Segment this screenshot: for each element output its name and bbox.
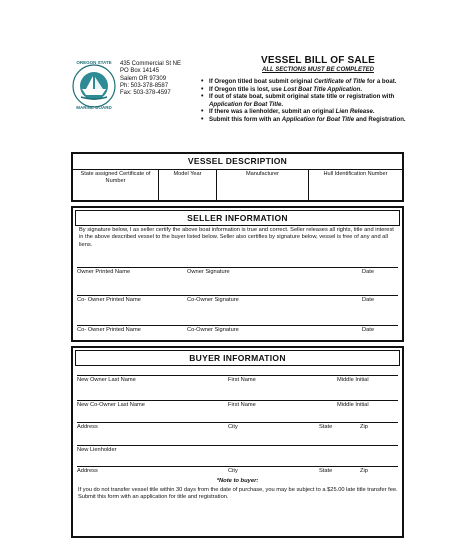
- instruction-item: • If Oregon title is lost, use Lost Boat Title Application.: [200, 86, 420, 94]
- signature-line[interactable]: [77, 267, 398, 268]
- document-title: VESSEL BILL OF SALE: [260, 55, 375, 66]
- buyer-information-heading: BUYER INFORMATION: [75, 350, 400, 366]
- vessel-field-manufacturer[interactable]: Manufacturer: [217, 169, 309, 200]
- address-line: Salem OR 97309: [120, 75, 167, 82]
- vessel-field-model-year[interactable]: Model Year: [159, 169, 217, 200]
- lienholder-state-label: State: [319, 468, 333, 474]
- instruction-item: • Submit this form with an Application for Boat Title and Registration.: [200, 116, 420, 124]
- instructions-list: [200, 78, 420, 124]
- vessel-field-hull-id[interactable]: Hull Identification Number: [323, 171, 388, 177]
- co-owner-date-label-2: Date: [362, 327, 375, 333]
- input-line[interactable]: [77, 400, 398, 401]
- seller-information-heading: SELLER INFORMATION: [75, 210, 400, 226]
- new-lienholder-label: New Lienholder: [77, 447, 117, 453]
- new-owner-middle-initial-label: Middle Initial: [337, 377, 369, 383]
- vessel-field-certificate-number[interactable]: State assigned Certificate of Number: [73, 169, 159, 200]
- co-owner-signature-label-2: Co-Owner Signature: [187, 327, 239, 333]
- buyer-information-section: [71, 346, 404, 538]
- lienholder-city-label: City: [228, 468, 238, 474]
- co-owner-printed-name-label: Co- Owner Printed Name: [77, 297, 141, 303]
- input-line[interactable]: [77, 422, 398, 423]
- city-label: City: [228, 424, 238, 430]
- state-label: State: [319, 424, 333, 430]
- co-owner-date-label: Date: [362, 297, 375, 303]
- new-owner-first-name-label: First Name: [228, 377, 256, 383]
- signature-line[interactable]: [77, 325, 398, 326]
- buyer-note-text: If you do not transfer vessel title within 30 days from the date of purchase, you may be subject to a $25.00 late title transfer fee. Submit this form with an application for title and registration.: [78, 487, 398, 500]
- address-line: Fax: 503-378-4597: [120, 90, 171, 97]
- seller-certification-text: By signature below, I as seller certify the above boat information is true and correct. Seller releases all rights, title and interest in the above described vessel to the buyer listed below. Seller also certifies by signature below, vessel is free of any and all liens.: [79, 227, 394, 248]
- vessel-description-section: [71, 152, 404, 202]
- address-line: 435 Commercial St NE: [120, 61, 182, 67]
- vessel-description-heading: VESSEL DESCRIPTION: [73, 154, 402, 170]
- logo-bottom-text: MARINE BOARD: [76, 105, 112, 110]
- new-owner-last-name-label: New Owner Last Name: [77, 377, 136, 383]
- input-line[interactable]: [77, 466, 398, 467]
- new-co-owner-middle-initial-label: Middle Initial: [337, 402, 369, 408]
- address-label: Address: [77, 424, 98, 430]
- address-line: Ph: 503-378-8587: [120, 82, 169, 89]
- logo-top-text: OREGON STATE: [76, 60, 112, 65]
- new-co-owner-first-name-label: First Name: [228, 402, 256, 408]
- new-co-owner-last-name-label: New Co-Owner Last Name: [77, 402, 145, 408]
- instruction-item: • If Oregon titled boat submit original Certificate of Title for a boat.: [200, 78, 420, 86]
- lienholder-address-label: Address: [77, 468, 98, 474]
- instruction-item: • If out of state boat, submit original state title or registration with Application for Boat Title.: [200, 93, 420, 108]
- buyer-note-title: *Note to buyer:: [216, 478, 259, 484]
- instruction-item: • If there was a lienholder, submit an original Lien Release.: [200, 108, 420, 116]
- agency-address: [120, 61, 181, 97]
- input-line[interactable]: [77, 375, 398, 376]
- owner-printed-name-label: Owner Printed Name: [77, 269, 131, 275]
- seller-information-section: [71, 206, 404, 342]
- co-owner-printed-name-label-2: Co- Owner Printed Name: [77, 327, 141, 333]
- owner-date-label: Date: [362, 269, 375, 275]
- input-line[interactable]: [77, 445, 398, 446]
- owner-signature-label: Owner Signature: [187, 269, 230, 275]
- address-line: PO Box 14145: [120, 68, 160, 75]
- lienholder-zip-label: Zip: [360, 468, 368, 474]
- zip-label: Zip: [360, 424, 368, 430]
- signature-line[interactable]: [77, 295, 398, 296]
- document-subtitle: ALL SECTIONS MUST BE COMPLETED: [262, 67, 374, 73]
- co-owner-signature-label: Co-Owner Signature: [187, 297, 239, 303]
- oregon-marine-board-seal: [72, 64, 116, 108]
